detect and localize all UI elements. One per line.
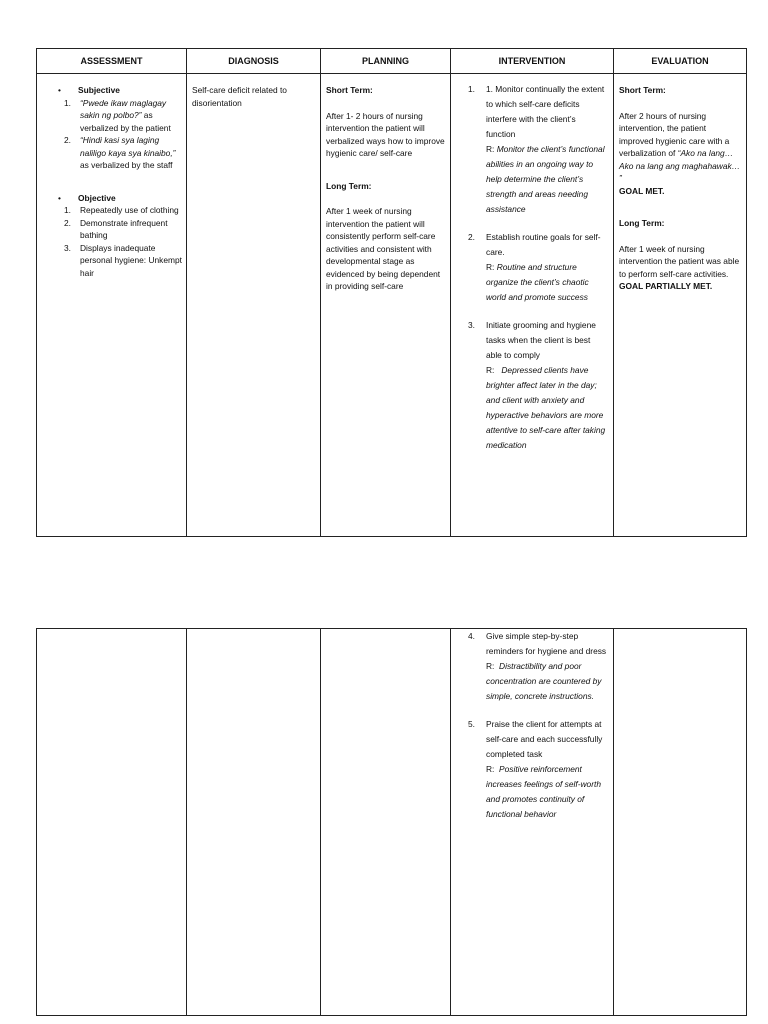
care-plan-table-page-2 — [36, 628, 747, 1016]
intervention-item: 2. Establish routine goals for self-care. R: Routine and structure organize the client’s chaotic world and promote success — [468, 232, 601, 302]
care-plan-table-page-1 — [36, 48, 747, 537]
objective-heading: • Objective — [42, 192, 182, 205]
bullet-icon: • — [58, 192, 61, 203]
evaluation-long-term-text: After 1 week of nursing intervention the patient was able to perform self-care activities. — [619, 243, 740, 279]
assessment-cell-continued — [37, 629, 187, 1016]
planning-cell-continued — [321, 629, 451, 1016]
planning-long-term-text: After 1 week of nursing intervention the patient will consistently perform self-care activities and consistent with developmental stage as evidenced by being dependent in providing self-care — [326, 206, 441, 291]
evaluation-long-term-result: GOAL PARTIALLY MET. — [619, 281, 713, 291]
evaluation-short-term-result: GOAL MET. — [619, 185, 665, 196]
header-evaluation: EVALUATION — [614, 49, 747, 74]
intervention-item: 3. Initiate grooming and hygiene tasks when the client is best able to comply R: Depressed clients have brighter affect later in the day; and client with anxiety and hyperactive behaviors are more attentive to self-care after taking medication — [468, 320, 606, 450]
diagnosis-text: Self-care deficit related to disorientation — [192, 85, 287, 108]
intervention-item: 1. 1. Monitor continually the extent to which self-care deficits interfere with the client’s function R: Monitor the client’s functional abilities in an ongoing way to help determine the client’s strength and areas needing assistance — [468, 84, 605, 214]
objective-item: 2. Demonstrate infrequent bathing — [64, 217, 168, 240]
subjective-item: 2. “Hindi kasi sya laging naliligo kaya sya kinaibo,” as verbalized by the staff — [64, 135, 176, 170]
subjective-item: 1. “Pwede ikaw maglagay sakin ng polbo?” as verbalized by the patient — [64, 97, 171, 133]
objective-item: 1. Repeatedly use of clothing — [64, 205, 179, 215]
evaluation-long-term-label: Long Term: — [619, 218, 665, 228]
header-diagnosis: DIAGNOSIS — [187, 49, 321, 74]
diagnosis-cell-continued — [187, 629, 321, 1016]
bullet-icon: • — [58, 85, 61, 95]
assessment-cell — [37, 74, 187, 537]
diagnosis-cell — [187, 74, 321, 537]
intervention-cell — [451, 74, 614, 537]
planning-short-term-text: After 1- 2 hours of nursing intervention the patient will verbalized ways how to improve hygienic care/ self-care — [326, 110, 445, 158]
objective-item: 3. Displays inadequate personal hygiene: Unkempt hair — [64, 242, 182, 278]
planning-long-term-label: Long Term: — [326, 180, 372, 191]
evaluation-short-term-text: After 2 hours of nursing intervention, the patient improved hygienic care with a verbalization of “Ako na lang… Ako na lang ang maghahawak… ” — [619, 110, 741, 183]
header-planning: PLANNING — [321, 49, 451, 74]
evaluation-short-term-label: Short Term: — [619, 85, 666, 95]
header-assessment: ASSESSMENT — [37, 49, 187, 74]
planning-cell — [321, 74, 451, 537]
intervention-item: 4. Give simple step-by-step reminders for hygiene and dress R: Distractibility and poor concentration are countered by simple, concrete instructions. — [468, 631, 607, 701]
evaluation-cell-continued — [614, 629, 747, 1016]
subjective-heading: • Subjective — [42, 84, 182, 97]
intervention-item: 5. Praise the client for attempts at self-care and each successfully completed task R: Positive reinforcement increases feelings of self-worth and promotes continuity of functional behavior — [468, 719, 603, 819]
intervention-cell-continued — [451, 629, 614, 1016]
planning-short-term-label: Short Term: — [326, 85, 373, 95]
header-intervention: INTERVENTION — [451, 49, 614, 74]
evaluation-cell — [614, 74, 747, 537]
